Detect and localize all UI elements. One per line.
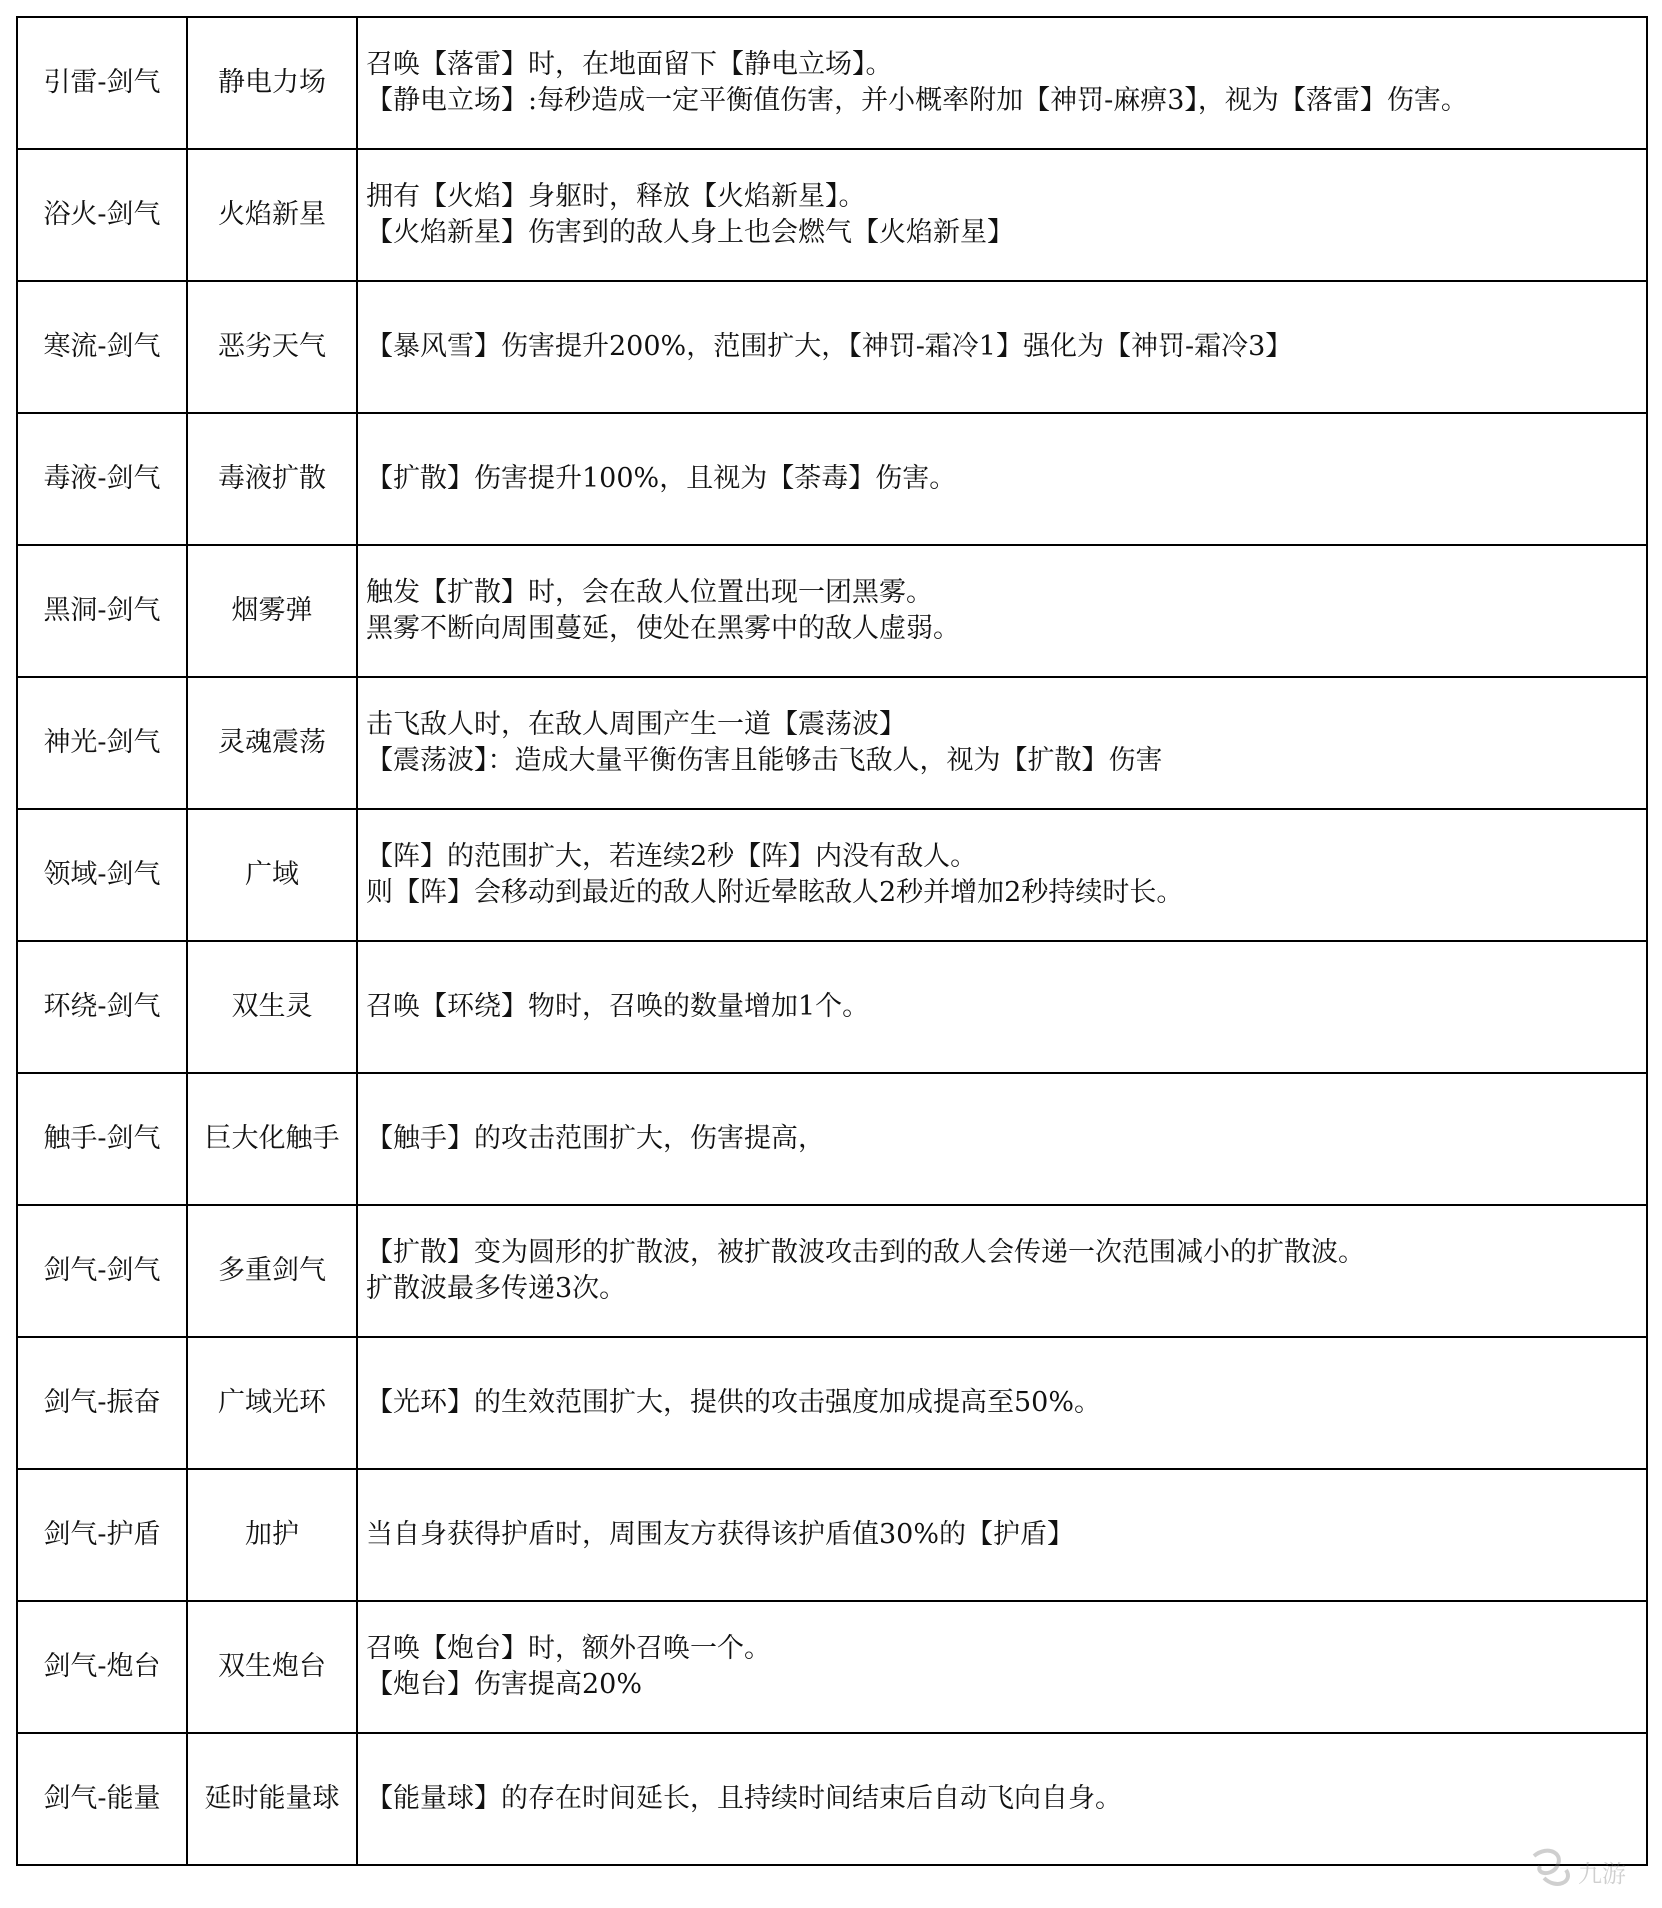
description-line: 【炮台】伤害提高20% bbox=[366, 1669, 643, 1700]
skill-name-cell: 多重剑气 bbox=[187, 1205, 357, 1337]
description-line: 【暴风雪】伤害提升200%，范围扩大，【神罚-霜冷1】强化为【神罚-霜冷3】 bbox=[366, 331, 1293, 362]
skill-name-cell: 毒液扩散 bbox=[187, 413, 357, 545]
table-row bbox=[17, 149, 1647, 281]
description-cell bbox=[357, 413, 1647, 545]
description-cell bbox=[357, 1205, 1647, 1337]
combo-cell: 剑气-炮台 bbox=[17, 1601, 187, 1733]
combo-cell: 领域-剑气 bbox=[17, 809, 187, 941]
description-cell bbox=[357, 677, 1647, 809]
combo-cell: 黑洞-剑气 bbox=[17, 545, 187, 677]
skill-name-cell: 恶劣天气 bbox=[187, 281, 357, 413]
table-row bbox=[17, 281, 1647, 413]
description-line: 【扩散】变为圆形的扩散波，被扩散波攻击到的敌人会传递一次范围减小的扩散波。 bbox=[366, 1237, 1365, 1268]
table-row bbox=[17, 1205, 1647, 1337]
description-line: 【阵】的范围扩大，若连续2秒【阵】内没有敌人。 bbox=[366, 841, 978, 872]
combo-cell: 剑气-剑气 bbox=[17, 1205, 187, 1337]
description-line: 【静电立场】:每秒造成一定平衡值伤害，并小概率附加【神罚-麻痹3】，视为【落雷】伤害。 bbox=[366, 85, 1468, 116]
description-line: 黑雾不断向周围蔓延，使处在黑雾中的敌人虚弱。 bbox=[366, 613, 960, 644]
description-line: 触发【扩散】时，会在敌人位置出现一团黑雾。 bbox=[366, 577, 933, 608]
table-row bbox=[17, 1601, 1647, 1733]
table-row bbox=[17, 17, 1647, 149]
combo-cell: 毒液-剑气 bbox=[17, 413, 187, 545]
combo-cell: 剑气-振奋 bbox=[17, 1337, 187, 1469]
table-row bbox=[17, 1733, 1647, 1865]
description-line: 拥有【火焰】身躯时，释放【火焰新星】。 bbox=[366, 181, 866, 212]
skill-name-cell: 烟雾弹 bbox=[187, 545, 357, 677]
description-cell bbox=[357, 1073, 1647, 1205]
skill-name-cell: 静电力场 bbox=[187, 17, 357, 149]
description-line: 【光环】的生效范围扩大，提供的攻击强度加成提高至50%。 bbox=[366, 1387, 1102, 1418]
table-row bbox=[17, 545, 1647, 677]
description-line: 召唤【环绕】物时，召唤的数量增加1个。 bbox=[366, 991, 870, 1022]
description-line: 【能量球】的存在时间延长，且持续时间结束后自动飞向自身。 bbox=[366, 1783, 1122, 1814]
combo-cell: 剑气-护盾 bbox=[17, 1469, 187, 1601]
skill-name-cell: 双生灵 bbox=[187, 941, 357, 1073]
table-row bbox=[17, 413, 1647, 545]
description-line: 当自身获得护盾时，周围友方获得该护盾值30%的【护盾】 bbox=[366, 1519, 1075, 1550]
combo-cell: 触手-剑气 bbox=[17, 1073, 187, 1205]
description-cell bbox=[357, 1733, 1647, 1865]
jiuyou-logo-icon bbox=[1526, 1846, 1636, 1896]
description-line: 【触手】的攻击范围扩大，伤害提高， bbox=[366, 1123, 825, 1154]
description-line: 击飞敌人时，在敌人周围产生一道【震荡波】 bbox=[366, 709, 906, 740]
skill-name-cell: 延时能量球 bbox=[187, 1733, 357, 1865]
table-row bbox=[17, 1073, 1647, 1205]
skill-name-cell: 加护 bbox=[187, 1469, 357, 1601]
description-cell bbox=[357, 1601, 1647, 1733]
description-line: 【火焰新星】伤害到的敌人身上也会燃气【火焰新星】 bbox=[366, 217, 1014, 248]
table-row bbox=[17, 1337, 1647, 1469]
combo-cell: 引雷-剑气 bbox=[17, 17, 187, 149]
description-cell bbox=[357, 149, 1647, 281]
table-row bbox=[17, 941, 1647, 1073]
combo-cell: 浴火-剑气 bbox=[17, 149, 187, 281]
description-cell bbox=[357, 281, 1647, 413]
description-line: 召唤【炮台】时，额外召唤一个。 bbox=[366, 1633, 771, 1664]
combo-cell: 环绕-剑气 bbox=[17, 941, 187, 1073]
skill-name-cell: 巨大化触手 bbox=[187, 1073, 357, 1205]
description-line: 则【阵】会移动到最近的敌人附近晕眩敌人2秒并增加2秒持续时长。 bbox=[366, 877, 1184, 908]
description-cell bbox=[357, 17, 1647, 149]
watermark-text: 九游 bbox=[1578, 1860, 1626, 1888]
skill-table bbox=[16, 16, 1648, 1866]
table-row bbox=[17, 1469, 1647, 1601]
combo-cell: 剑气-能量 bbox=[17, 1733, 187, 1865]
description-line: 【扩散】伤害提升100%，且视为【荼毒】伤害。 bbox=[366, 463, 957, 494]
description-line: 召唤【落雷】时，在地面留下【静电立场】。 bbox=[366, 49, 893, 80]
combo-cell: 神光-剑气 bbox=[17, 677, 187, 809]
skill-name-cell: 灵魂震荡 bbox=[187, 677, 357, 809]
skill-name-cell: 火焰新星 bbox=[187, 149, 357, 281]
skill-name-cell: 广域光环 bbox=[187, 1337, 357, 1469]
skill-name-cell: 双生炮台 bbox=[187, 1601, 357, 1733]
description-line: 【震荡波】：造成大量平衡伤害且能够击飞敌人，视为【扩散】伤害 bbox=[366, 745, 1163, 776]
description-cell bbox=[357, 941, 1647, 1073]
description-cell bbox=[357, 1337, 1647, 1469]
table-row bbox=[17, 677, 1647, 809]
description-line: 扩散波最多传递3次。 bbox=[366, 1273, 627, 1304]
description-cell bbox=[357, 1469, 1647, 1601]
skill-name-cell: 广域 bbox=[187, 809, 357, 941]
combo-cell: 寒流-剑气 bbox=[17, 281, 187, 413]
description-cell bbox=[357, 545, 1647, 677]
description-cell bbox=[357, 809, 1647, 941]
skill-table-body bbox=[17, 17, 1647, 1865]
table-row bbox=[17, 809, 1647, 941]
